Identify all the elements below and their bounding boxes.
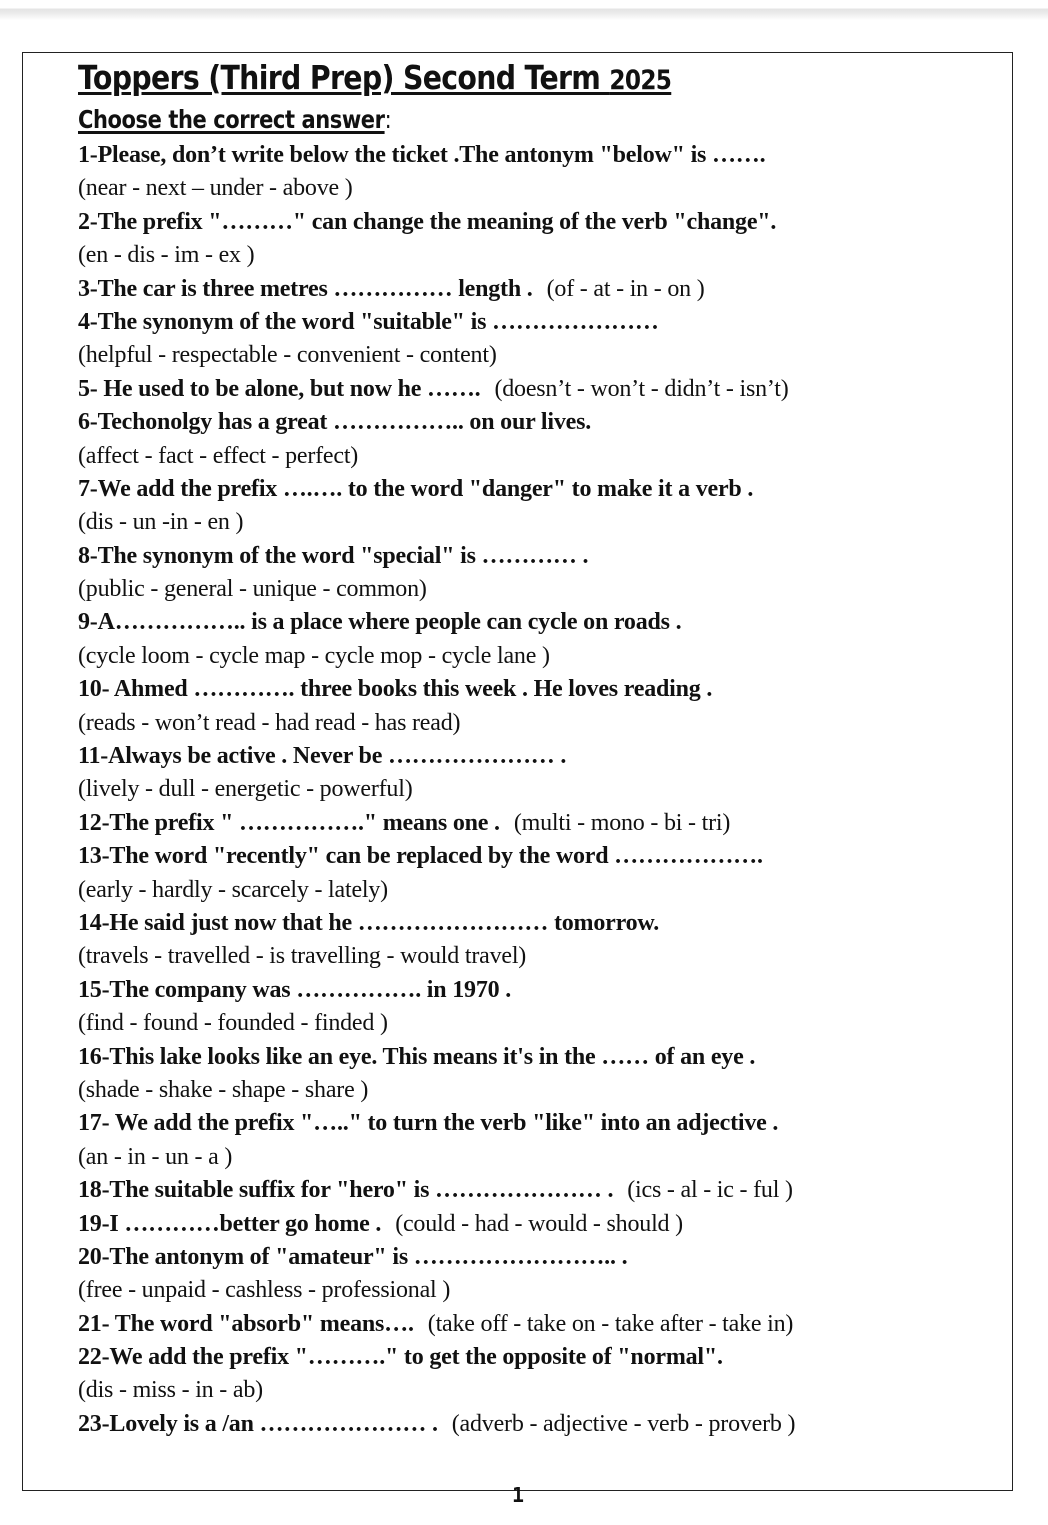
question-stem: 3-The car is three metres …………… length . xyxy=(78,275,533,302)
question-item xyxy=(78,373,789,406)
question-item xyxy=(78,1041,978,1108)
page-number: 1 xyxy=(511,1483,525,1507)
answer-options: (shade - shake - shape - share ) xyxy=(78,1076,369,1103)
answer-options: (near - next – under - above ) xyxy=(78,175,353,202)
question-stem: 9-A…………….. is a place where people can cycle on roads . xyxy=(78,609,682,636)
answer-options: (helpful - respectable - convenient - content) xyxy=(78,342,497,369)
top-shadow-band xyxy=(0,0,1048,20)
answer-options: (affect - fact - effect - perfect) xyxy=(78,442,359,469)
answer-options: (an - in - un - a ) xyxy=(78,1143,233,1170)
question-item xyxy=(78,1308,793,1341)
question-item xyxy=(78,974,978,1041)
answer-options: (lively - dull - energetic - powerful) xyxy=(78,776,413,803)
answer-options: (take off - take on - take after - take in) xyxy=(427,1310,794,1337)
question-stem: 11-Always be active . Never be ………………… . xyxy=(78,743,567,770)
answer-options: (find - found - founded - finded ) xyxy=(78,1010,388,1037)
question-item xyxy=(78,740,978,807)
question-stem: 12-The prefix " ……………." means one . xyxy=(78,809,500,836)
question-stem: 15-The company was ……………. in 1970 . xyxy=(78,976,512,1003)
instruction-text: Choose the correct answer xyxy=(78,105,385,134)
answer-options: (could - had - would - should ) xyxy=(395,1210,683,1237)
question-list xyxy=(78,139,978,1441)
answer-options: (doesn’t - won’t - didn’t - isn’t) xyxy=(494,375,789,402)
question-item xyxy=(78,306,978,373)
question-stem: 8-The synonym of the word "special" is ………… . xyxy=(78,542,589,569)
answer-options: (of - at - in - on ) xyxy=(546,275,705,302)
answer-options: (en - dis - im - ex ) xyxy=(78,242,255,269)
question-stem: 2-The prefix "………" can change the meaning of the verb "change". xyxy=(78,208,777,235)
question-stem: 18-The suitable suffix for "hero" is ………………… . xyxy=(78,1177,614,1204)
answer-options: (dis - miss - in - ab) xyxy=(78,1377,263,1404)
question-stem: 17- We add the prefix "….." to turn the verb "like" into an adjective . xyxy=(78,1110,779,1137)
answer-options: (travels - travelled - is travelling - would travel) xyxy=(78,943,527,970)
page-title-year: 2025 xyxy=(609,65,672,96)
worksheet-content xyxy=(78,56,978,1441)
question-item xyxy=(78,673,978,740)
question-item xyxy=(78,139,978,206)
instruction-heading xyxy=(78,104,834,136)
question-stem: 6-Techonolgy has a great …………….. on our lives. xyxy=(78,409,592,436)
question-item xyxy=(78,1408,795,1441)
question-stem: 14-He said just now that he …………………… tomorrow. xyxy=(78,909,660,936)
page-title-text: Toppers (Third Prep) Second Term xyxy=(78,58,610,97)
instruction-colon: : xyxy=(384,105,392,134)
question-stem: 1-Please, don’t write below the ticket .The antonym "below" is ……. xyxy=(78,142,766,168)
question-item xyxy=(78,807,730,840)
question-stem: 13-The word "recently" can be replaced by the word ………………. xyxy=(78,843,763,870)
answer-options: (early - hardly - scarcely - lately) xyxy=(78,876,388,903)
question-item xyxy=(78,273,705,306)
answer-options: (cycle loom - cycle map - cycle mop - cycle lane ) xyxy=(78,642,550,669)
question-item xyxy=(78,1208,683,1241)
question-stem: 19-I …………better go home . xyxy=(78,1210,382,1237)
question-stem: 21- The word "absorb" means…. xyxy=(78,1310,414,1337)
question-item xyxy=(78,406,978,473)
question-item xyxy=(78,540,978,607)
question-stem: 23-Lovely is a /an ………………… . xyxy=(78,1410,438,1437)
answer-options: (multi - mono - bi - tri) xyxy=(513,809,731,836)
question-item xyxy=(78,473,978,540)
question-stem: 7-We add the prefix ….…. to the word "danger" to make it a verb . xyxy=(78,475,754,502)
answer-options: (adverb - adjective - verb - proverb ) xyxy=(451,1410,796,1437)
question-stem: 10- Ahmed …………. three books this week . He loves reading . xyxy=(78,676,713,703)
question-item xyxy=(78,1341,978,1408)
question-item xyxy=(78,1241,978,1308)
answer-options: (ics - al - ic - ful ) xyxy=(627,1177,793,1204)
question-item xyxy=(78,206,978,273)
question-item xyxy=(78,1174,793,1207)
question-item xyxy=(78,907,978,974)
question-stem: 5- He used to be alone, but now he ……. xyxy=(78,375,481,402)
page-title xyxy=(78,56,852,100)
question-stem: 16-This lake looks like an eye. This means it's in the …… of an eye . xyxy=(78,1043,756,1070)
question-item xyxy=(78,1107,978,1174)
answer-options: (public - general - unique - common) xyxy=(78,576,427,603)
question-stem: 4-The synonym of the word "suitable" is ………………… xyxy=(78,308,659,335)
answer-options: (free - unpaid - cashless - professional ) xyxy=(78,1277,451,1304)
question-stem: 22-We add the prefix "………." to get the opposite of "normal". xyxy=(78,1344,723,1371)
question-item xyxy=(78,840,978,907)
question-item xyxy=(78,606,978,673)
answer-options: (dis - un -in - en ) xyxy=(78,509,244,536)
question-stem: 20-The antonym of "amateur" is …………………….. . xyxy=(78,1243,628,1270)
answer-options: (reads - won’t read - had read - has read) xyxy=(78,709,461,736)
